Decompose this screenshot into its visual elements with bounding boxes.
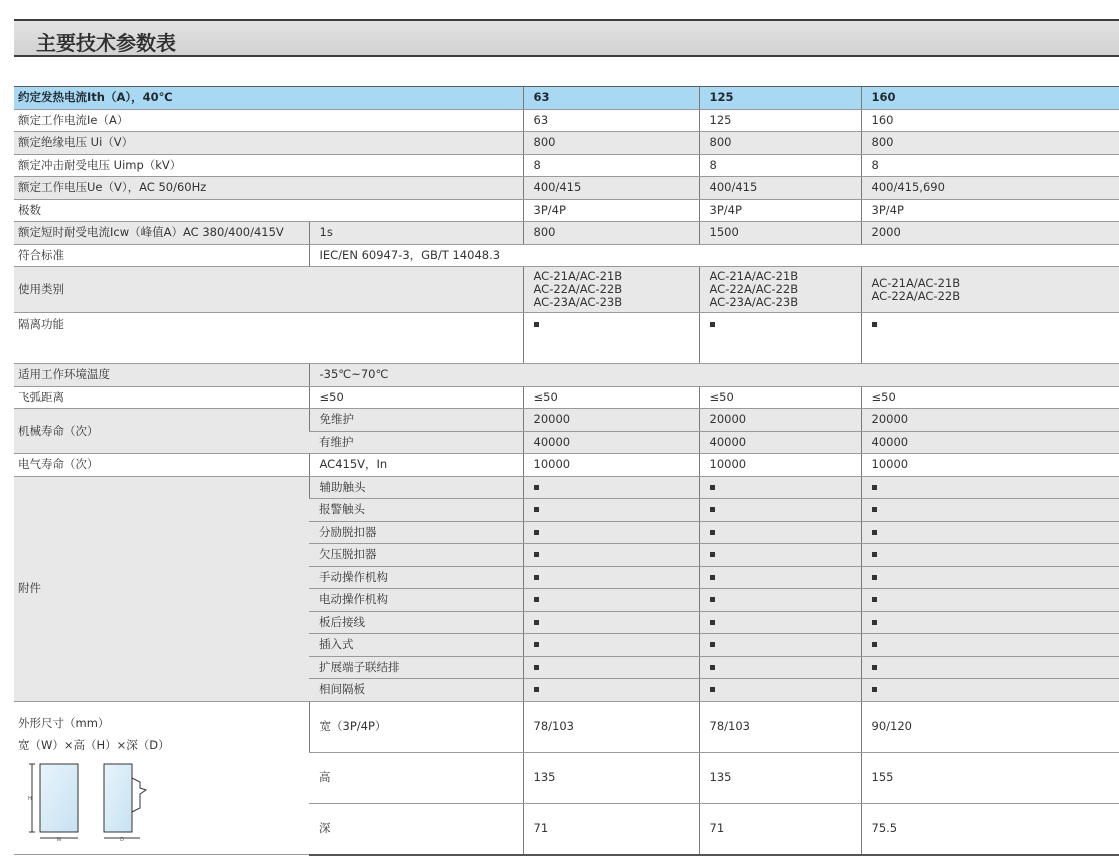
row-label: 额定工作电压Ue（V），AC 50/60Hz: [14, 177, 523, 200]
feature-mark-icon: [534, 485, 539, 490]
cell-63: [523, 679, 699, 702]
dimension-label: [18, 712, 170, 756]
feature-mark-icon: [534, 507, 539, 512]
cell-160: 800: [861, 132, 1119, 155]
accessory-name: 插入式: [309, 634, 523, 657]
row-label: 符合标准: [14, 244, 309, 267]
feature-mark-icon: [534, 597, 539, 602]
cell-63: [523, 313, 699, 364]
table-row-icw: [14, 222, 1119, 245]
cell-63: [523, 499, 699, 522]
cell-63: 40000: [523, 431, 699, 454]
accessory-name: 辅助触头: [309, 476, 523, 499]
feature-mark-icon: [872, 642, 877, 647]
table-row-ue: [14, 177, 1119, 200]
feature-mark-icon: [534, 665, 539, 670]
cell-125: [699, 611, 861, 634]
dimension-label-line: 外形尺寸（mm）: [18, 715, 110, 730]
feature-mark-icon: [872, 620, 877, 625]
cell-160: 8: [861, 154, 1119, 177]
drawing-label-w: W: [56, 836, 62, 842]
feature-mark-icon: [872, 507, 877, 512]
row-label: 极数: [14, 199, 523, 222]
cell-125: 78/103: [699, 701, 861, 752]
cell-63: [523, 476, 699, 499]
table-row-uimp: [14, 154, 1119, 177]
cell-125: 10000: [699, 454, 861, 477]
feature-mark-icon: [710, 322, 715, 327]
cell-160: 3P/4P: [861, 199, 1119, 222]
table-row-mech-1: [14, 409, 1119, 432]
feature-mark-icon: [872, 665, 877, 670]
cell-160: [861, 476, 1119, 499]
row-value: IEC/EN 60947-3，GB/T 14048.3: [309, 244, 1119, 267]
cell-160: 90/120: [861, 701, 1119, 752]
category-line: AC-22A/AC-22B: [533, 282, 623, 296]
feature-mark-icon: [534, 642, 539, 647]
cell-63: [523, 544, 699, 567]
cell-160: [861, 544, 1119, 567]
feature-mark-icon: [872, 687, 877, 692]
row-label: 额定冲击耐受电压 Uimp（kV）: [14, 154, 523, 177]
cell-63: [523, 521, 699, 544]
cell-63: 8: [523, 154, 699, 177]
cell-125: 40000: [699, 431, 861, 454]
category-line: AC-23A/AC-23B: [709, 295, 799, 309]
cell-63: 78/103: [523, 701, 699, 752]
cell-125: 20000: [699, 409, 861, 432]
cell-63: 63: [523, 109, 699, 132]
outline-drawing-icon: [24, 760, 184, 842]
cell-63: [523, 656, 699, 679]
cell-63: 135: [523, 752, 699, 803]
row-sublabel: 免维护: [309, 409, 523, 432]
cell-125: [699, 313, 861, 364]
table-row-ie: [14, 109, 1119, 132]
table-row-temperature: [14, 364, 1119, 387]
feature-mark-icon: [710, 597, 715, 602]
cell-160: [861, 566, 1119, 589]
cell-125: [699, 679, 861, 702]
cell-160: [861, 499, 1119, 522]
title-bar: [14, 19, 1119, 57]
table-row-category: [14, 267, 1119, 313]
feature-mark-icon: [872, 575, 877, 580]
cell-63: [523, 634, 699, 657]
accessory-name: 相间隔板: [309, 679, 523, 702]
table-row-poles: [14, 199, 1119, 222]
cell-125: 125: [699, 109, 861, 132]
row-value: -35℃~70℃: [309, 364, 1119, 387]
cell-160: [861, 589, 1119, 612]
cell-160: [861, 267, 1119, 313]
cell-125: 3P/4P: [699, 199, 861, 222]
dimension-label-cell: [14, 701, 309, 855]
feature-mark-icon: [534, 575, 539, 580]
feature-mark-icon: [872, 552, 877, 557]
feature-mark-icon: [710, 552, 715, 557]
category-line: AC-21A/AC-21B: [533, 269, 623, 283]
row-label: 附件: [14, 476, 309, 701]
table-row-arc: [14, 386, 1119, 409]
table-row-isolation: [14, 313, 1119, 364]
feature-mark-icon: [710, 642, 715, 647]
cell-63: 3P/4P: [523, 199, 699, 222]
cell-160: 40000: [861, 431, 1119, 454]
cell-125: 8: [699, 154, 861, 177]
cell-160: [861, 679, 1119, 702]
row-sublabel: 高: [309, 752, 523, 803]
category-line: AC-21A/AC-21B: [871, 275, 961, 290]
accessory-name: 分励脱扣器: [309, 521, 523, 544]
cell-125: [699, 656, 861, 679]
feature-mark-icon: [872, 597, 877, 602]
spec-table: [14, 86, 1119, 856]
feature-mark-icon: [710, 665, 715, 670]
row-label: 约定发热电流Ith（A），40℃: [14, 87, 523, 110]
row-label: 额定绝缘电压 Ui（V）: [14, 132, 523, 155]
cell-125: [699, 566, 861, 589]
cell-160: [861, 656, 1119, 679]
cell-125: [699, 544, 861, 567]
row-sublabel: 宽（3P/4P）: [309, 701, 523, 752]
cell-160: [861, 634, 1119, 657]
cell-63: 20000: [523, 409, 699, 432]
cell-125: 1500: [699, 222, 861, 245]
accessory-name: 扩展端子联结排: [309, 656, 523, 679]
cell-63: 71: [523, 803, 699, 855]
row-sublabel: 有维护: [309, 431, 523, 454]
feature-mark-icon: [710, 575, 715, 580]
category-line: AC-22A/AC-22B: [709, 282, 799, 296]
cell-160: [861, 313, 1119, 364]
accessory-name: 板后接线: [309, 611, 523, 634]
feature-mark-icon: [710, 530, 715, 535]
table-row-ui: [14, 132, 1119, 155]
row-label: 电气寿命（次）: [14, 454, 309, 477]
cell-63: 800: [523, 222, 699, 245]
row-label: 飞弧距离: [14, 386, 309, 409]
cell-160: 400/415,690: [861, 177, 1119, 200]
page-title: 主要技术参数表: [36, 31, 176, 55]
feature-mark-icon: [534, 620, 539, 625]
feature-mark-icon: [872, 485, 877, 490]
cell-125: [699, 476, 861, 499]
cell-125: [699, 267, 861, 313]
cell-63: [523, 589, 699, 612]
row-label: 适用工作环境温度: [14, 364, 309, 387]
cell-160: 2000: [861, 222, 1119, 245]
row-label: 隔离功能: [14, 313, 523, 364]
feature-mark-icon: [534, 552, 539, 557]
row-sublabel: 1s: [309, 222, 523, 245]
cell-160: 155: [861, 752, 1119, 803]
row-label: 使用类别: [14, 267, 523, 313]
table-row-dim-w: [14, 701, 1119, 752]
row-sublabel: ≤50: [309, 386, 523, 409]
table-row-standard: [14, 244, 1119, 267]
cell-63: [523, 267, 699, 313]
cell-125: 400/415: [699, 177, 861, 200]
cell-160: [861, 521, 1119, 544]
row-sublabel: 深: [309, 803, 523, 855]
cell-63: [523, 566, 699, 589]
cell-63: ≤50: [523, 386, 699, 409]
cell-63: 400/415: [523, 177, 699, 200]
cell-160: 10000: [861, 454, 1119, 477]
cell-125: [699, 589, 861, 612]
feature-mark-icon: [872, 322, 877, 327]
feature-mark-icon: [534, 322, 539, 327]
cell-63: [523, 611, 699, 634]
table-row-accessory: [14, 476, 1119, 499]
cell-63: 800: [523, 132, 699, 155]
cell-125: [699, 499, 861, 522]
cell-63: 63: [523, 87, 699, 110]
cell-125: 71: [699, 803, 861, 855]
accessory-name: 欠压脱扣器: [309, 544, 523, 567]
cell-125: ≤50: [699, 386, 861, 409]
drawing-label-d: D: [120, 836, 124, 842]
feature-mark-icon: [710, 620, 715, 625]
cell-125: [699, 521, 861, 544]
accessory-name: 电动操作机构: [309, 589, 523, 612]
cell-160: 160: [861, 109, 1119, 132]
accessory-name: 报警触头: [309, 499, 523, 522]
cell-125: 125: [699, 87, 861, 110]
cell-125: 800: [699, 132, 861, 155]
feature-mark-icon: [534, 687, 539, 692]
cell-160: 20000: [861, 409, 1119, 432]
cell-160: [861, 611, 1119, 634]
table-row-ith: [14, 87, 1119, 110]
feature-mark-icon: [710, 485, 715, 490]
cell-160: 75.5: [861, 803, 1119, 855]
row-label: 额定短时耐受电流Icw（峰值A）AC 380/400/415V: [14, 222, 309, 245]
dimension-label-line: 宽（W）×高（H）×深（D）: [18, 737, 170, 752]
accessory-name: 手动操作机构: [309, 566, 523, 589]
drawing-label-h: H: [28, 795, 32, 802]
category-line: AC-23A/AC-23B: [533, 295, 623, 309]
feature-mark-icon: [534, 530, 539, 535]
category-line: AC-21A/AC-21B: [709, 269, 799, 283]
row-label: 机械寿命（次）: [14, 409, 309, 454]
cell-160: 160: [861, 87, 1119, 110]
cell-63: 10000: [523, 454, 699, 477]
table-row-elec: [14, 454, 1119, 477]
cell-125: 135: [699, 752, 861, 803]
cell-160: ≤50: [861, 386, 1119, 409]
feature-mark-icon: [710, 507, 715, 512]
row-label: 额定工作电流Ie（A）: [14, 109, 523, 132]
row-sublabel: AC415V，In: [309, 454, 523, 477]
category-line: AC-22A/AC-22B: [871, 288, 961, 303]
feature-mark-icon: [710, 687, 715, 692]
feature-mark-icon: [872, 530, 877, 535]
cell-125: [699, 634, 861, 657]
